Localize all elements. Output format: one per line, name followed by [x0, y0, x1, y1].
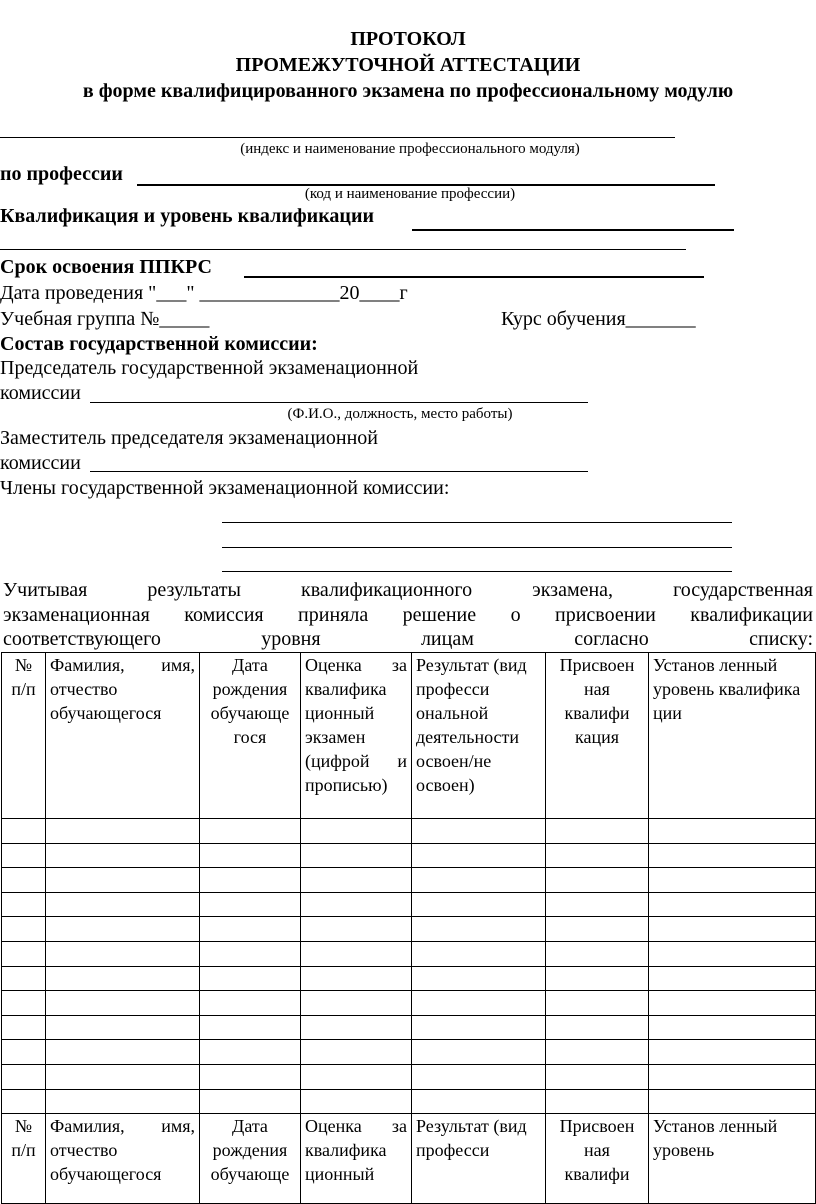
table-cell[interactable]	[46, 819, 200, 844]
table-cell[interactable]	[412, 843, 546, 868]
table-cell[interactable]	[412, 1089, 546, 1114]
header-cell: Установ ленный уровень квалифика ции	[649, 653, 816, 819]
table-cell[interactable]	[546, 819, 649, 844]
members-label: Члены государственной экзаменационной комиссии:	[0, 477, 450, 499]
deputy-label-2: комиссии	[0, 452, 81, 474]
table-cell[interactable]	[46, 966, 200, 991]
table-cell[interactable]	[649, 892, 816, 917]
chair-label: Председатель государственной экзаменационной	[0, 357, 419, 379]
table-cell[interactable]	[2, 991, 46, 1016]
table-cell[interactable]	[412, 991, 546, 1016]
table-cell[interactable]	[649, 819, 816, 844]
member-line-1[interactable]	[222, 522, 732, 523]
commission-heading: Состав государственной комиссии:	[0, 333, 318, 355]
table-cell[interactable]	[200, 1040, 301, 1065]
table-cell[interactable]	[546, 843, 649, 868]
table-row	[2, 1015, 816, 1040]
table-cell[interactable]	[546, 941, 649, 966]
table-cell[interactable]	[649, 991, 816, 1016]
paragraph-line-3: соответствующего уровня лицам согласно списку:	[3, 628, 813, 650]
table-cell[interactable]	[200, 991, 301, 1016]
member-line-3[interactable]	[222, 571, 732, 572]
table-cell[interactable]	[649, 1015, 816, 1040]
qualification-field-line[interactable]	[412, 229, 734, 231]
table-cell[interactable]	[649, 1089, 816, 1114]
table-cell[interactable]	[301, 1064, 412, 1089]
table-cell[interactable]	[546, 868, 649, 893]
table-cell[interactable]	[2, 1040, 46, 1065]
table-cell[interactable]	[301, 1040, 412, 1065]
table-cell[interactable]	[412, 868, 546, 893]
table-cell[interactable]	[546, 991, 649, 1016]
paragraph-line-1: Учитывая результаты квалификационного экзамена, государственная	[3, 579, 813, 601]
header-cell: Установ ленный уровень	[649, 1114, 816, 1204]
table-cell[interactable]	[412, 917, 546, 942]
term-label: Срок освоения ППКРС	[0, 256, 212, 278]
decision-paragraph	[3, 578, 813, 652]
table-cell[interactable]	[412, 819, 546, 844]
table-header-row	[2, 653, 816, 819]
header-cell: № п/п	[2, 1114, 46, 1204]
table-cell[interactable]	[46, 868, 200, 893]
table-cell[interactable]	[412, 1064, 546, 1089]
header-cell: Оценка за квалифика ционный экзамен (цифрой и прописью)	[301, 653, 412, 819]
chair-field-line[interactable]	[90, 402, 588, 403]
study-group-field[interactable]: Учебная группа №_____	[0, 308, 210, 330]
table-cell[interactable]	[649, 917, 816, 942]
table-header-row-repeat	[2, 1114, 816, 1204]
header-cell: Присвоен ная квалифи кация	[546, 653, 649, 819]
table-cell[interactable]	[301, 966, 412, 991]
table-cell[interactable]	[412, 1040, 546, 1065]
table-cell[interactable]	[200, 892, 301, 917]
table-cell[interactable]	[46, 1040, 200, 1065]
term-field-line[interactable]	[244, 276, 704, 278]
table-cell[interactable]	[301, 892, 412, 917]
header-cell: Оценка за квалифика ционный	[301, 1114, 412, 1204]
header-cell: Результат (вид професси ональной деятельности освоен/не освоен)	[412, 653, 546, 819]
table-cell[interactable]	[546, 1064, 649, 1089]
table-cell[interactable]	[46, 991, 200, 1016]
profession-label: по профессии	[0, 163, 123, 185]
table-row	[2, 917, 816, 942]
table-row	[2, 966, 816, 991]
table-cell[interactable]	[200, 1064, 301, 1089]
table-cell[interactable]	[2, 1064, 46, 1089]
title-line-1: ПРОТОКОЛ	[350, 28, 466, 50]
table-cell[interactable]	[2, 868, 46, 893]
table-cell[interactable]	[200, 819, 301, 844]
table-cell[interactable]	[46, 917, 200, 942]
table-cell[interactable]	[200, 843, 301, 868]
table-cell[interactable]	[2, 1015, 46, 1040]
deputy-field-line[interactable]	[90, 471, 588, 472]
table-cell[interactable]	[301, 868, 412, 893]
header-cell: № п/п	[2, 653, 46, 819]
table-cell[interactable]	[46, 843, 200, 868]
results-table	[1, 652, 816, 1204]
table-row	[2, 1064, 816, 1089]
paragraph-line-2: экзаменационная комиссия приняла решение о присвоении квалификации	[3, 603, 813, 626]
table-cell[interactable]	[546, 966, 649, 991]
table-cell[interactable]	[2, 843, 46, 868]
exam-date-field[interactable]: Дата проведения "___" ______________20____г	[0, 282, 408, 304]
table-cell[interactable]	[46, 1064, 200, 1089]
table-cell[interactable]	[200, 941, 301, 966]
table-cell[interactable]	[649, 1064, 816, 1089]
table-cell[interactable]	[412, 1015, 546, 1040]
table-cell[interactable]	[546, 1089, 649, 1114]
table-cell[interactable]	[301, 917, 412, 942]
table-cell[interactable]	[546, 1040, 649, 1065]
table-cell[interactable]	[46, 892, 200, 917]
table-cell[interactable]	[412, 892, 546, 917]
member-line-2[interactable]	[222, 547, 732, 548]
table-cell[interactable]	[200, 1015, 301, 1040]
table-cell[interactable]	[200, 868, 301, 893]
table-cell[interactable]	[649, 868, 816, 893]
table-cell[interactable]	[46, 1015, 200, 1040]
table-cell[interactable]	[2, 966, 46, 991]
header-cell: Фамилия, имя, отчество обучающегося	[46, 1114, 200, 1204]
table-row	[2, 819, 816, 844]
header-cell: Присвоен ная квалифи	[546, 1114, 649, 1204]
table-row	[2, 843, 816, 868]
table-cell[interactable]	[301, 1015, 412, 1040]
profession-caption: (код и наименование профессии)	[304, 186, 516, 202]
table-cell[interactable]	[301, 843, 412, 868]
qualification-extra-line[interactable]	[0, 249, 686, 250]
table-cell[interactable]	[2, 1089, 46, 1114]
header-cell: Дата рождения обучающе	[200, 1114, 301, 1204]
table-row	[2, 991, 816, 1016]
table-cell[interactable]	[412, 966, 546, 991]
table-cell[interactable]	[649, 1040, 816, 1065]
table-cell[interactable]	[2, 917, 46, 942]
qualification-label: Квалификация и уровень квалификации	[0, 205, 374, 227]
table-row	[2, 1089, 816, 1114]
table-cell[interactable]	[2, 941, 46, 966]
title-line-3: в форме квалифицированного экзамена по профессиональному модулю	[82, 80, 734, 102]
table-row	[2, 892, 816, 917]
module-caption: (индекс и наименование профессионального модуля)	[240, 141, 580, 157]
chair-caption: (Ф.И.О., должность, место работы)	[287, 406, 513, 422]
module-field-line[interactable]	[0, 137, 675, 138]
table-cell[interactable]	[301, 991, 412, 1016]
chair-label-2: комиссии	[0, 382, 81, 404]
table-cell[interactable]	[46, 1089, 200, 1114]
table-row	[2, 868, 816, 893]
table-cell[interactable]	[200, 1089, 301, 1114]
table-cell[interactable]	[301, 819, 412, 844]
course-field[interactable]: Курс обучения_______	[501, 308, 696, 330]
table-cell[interactable]	[546, 1015, 649, 1040]
table-cell[interactable]	[649, 843, 816, 868]
table-cell[interactable]	[649, 966, 816, 991]
table-row	[2, 941, 816, 966]
table-cell[interactable]	[301, 941, 412, 966]
table-cell[interactable]	[2, 819, 46, 844]
table-cell[interactable]	[2, 892, 46, 917]
title-line-2: ПРОМЕЖУТОЧНОЙ АТТЕСТАЦИИ	[235, 54, 581, 76]
header-cell: Фамилия, имя, отчество обучающегося	[46, 653, 200, 819]
table-cell[interactable]	[649, 941, 816, 966]
table-row	[2, 1040, 816, 1065]
table-cell[interactable]	[46, 941, 200, 966]
table-cell[interactable]	[546, 892, 649, 917]
table-cell[interactable]	[200, 966, 301, 991]
deputy-label: Заместитель председателя экзаменационной	[0, 427, 378, 449]
table-cell[interactable]	[546, 917, 649, 942]
header-cell: Результат (вид професси	[412, 1114, 546, 1204]
table-cell[interactable]	[412, 941, 546, 966]
header-cell: Дата рождения обучающе гося	[200, 653, 301, 819]
table-cell[interactable]	[200, 917, 301, 942]
table-cell[interactable]	[301, 1089, 412, 1114]
